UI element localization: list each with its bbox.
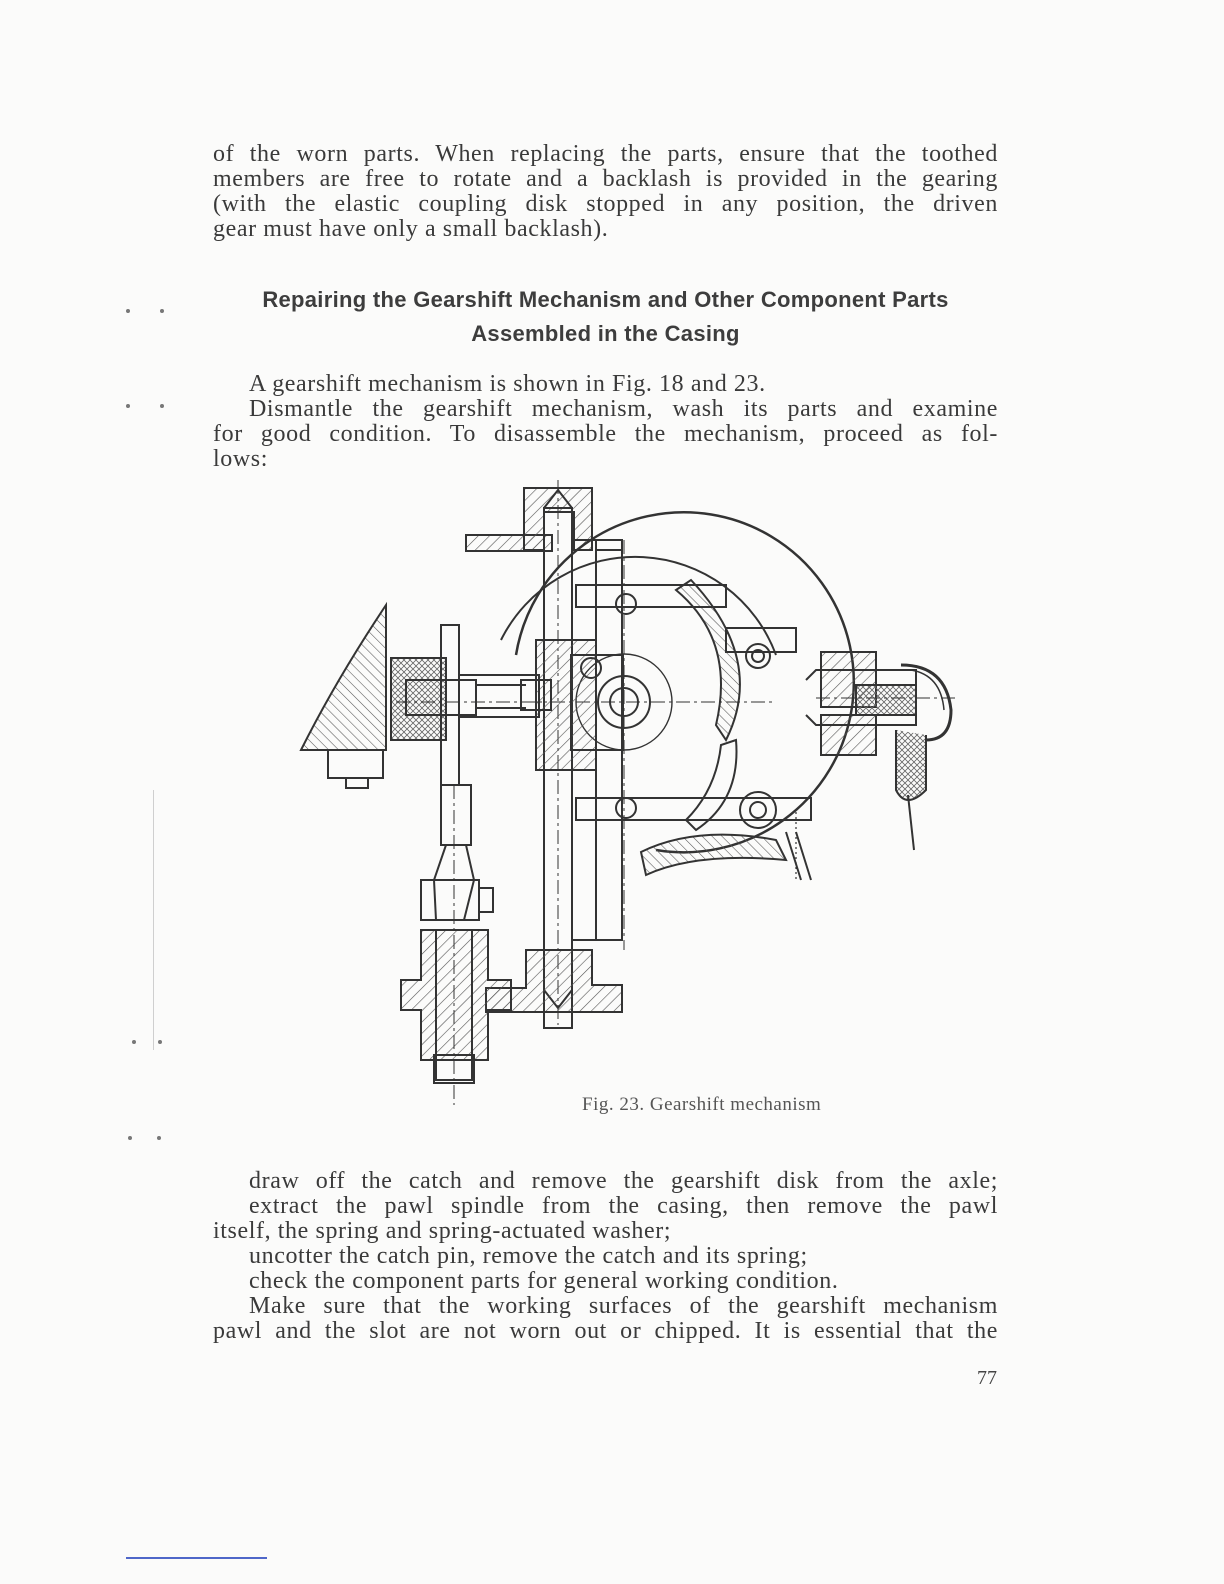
footnote-rule <box>126 1557 267 1559</box>
text-line: of the worn parts. When replacing the parts, ensure that the toothed <box>213 141 998 167</box>
figure-caption: Fig. 23. Gearshift mechanism <box>582 1094 822 1115</box>
text-line: check the component parts for general working condition. <box>249 1268 839 1294</box>
text-line: itself, the spring and spring-actuated washer; <box>213 1218 672 1244</box>
text-line: draw off the catch and remove the gearshift disk from the axle; <box>249 1168 998 1194</box>
text-line: (with the elastic coupling disk stopped in any position, the driven <box>213 191 998 217</box>
text-line: pawl and the slot are not worn out or chipped. It is essential that the <box>213 1318 998 1344</box>
text-line: members are free to rotate and a backlash is provided in the gearing <box>213 166 998 192</box>
scan-speck <box>160 309 164 313</box>
scan-speck <box>126 404 130 408</box>
scan-speck <box>157 1136 161 1140</box>
scan-speck <box>126 309 130 313</box>
scan-speck <box>128 1136 132 1140</box>
text-line: Dismantle the gearshift mechanism, wash its parts and examine <box>249 396 998 422</box>
paragraph-steps <box>213 1169 998 1344</box>
text-line: gear must have only a small backlash). <box>213 216 609 242</box>
text-line: A gearshift mechanism is shown in Fig. 18 and 23. <box>249 371 766 397</box>
paragraph-intro <box>213 372 998 472</box>
scan-speck <box>158 1040 162 1044</box>
scan-margin-line <box>153 790 154 1050</box>
scan-speck <box>160 404 164 408</box>
gearshift-mechanism-drawing <box>296 480 966 1110</box>
section-heading <box>213 283 998 351</box>
text-line: lows: <box>213 446 269 472</box>
heading-line-1: Repairing the Gearshift Mechanism and Other Component Parts <box>262 287 949 312</box>
page-number: 77 <box>977 1367 997 1389</box>
scan-speck <box>132 1040 136 1044</box>
text-line: for good condition. To disassemble the mechanism, proceed as fol- <box>213 421 998 447</box>
text-line: Make sure that the working surfaces of the gearshift mechanism <box>249 1293 998 1319</box>
text-line: uncotter the catch pin, remove the catch and its spring; <box>249 1243 808 1269</box>
text-line: extract the pawl spindle from the casing, then remove the pawl <box>249 1193 998 1219</box>
heading-line-2: Assembled in the Casing <box>471 321 740 346</box>
paragraph-top <box>213 142 998 242</box>
